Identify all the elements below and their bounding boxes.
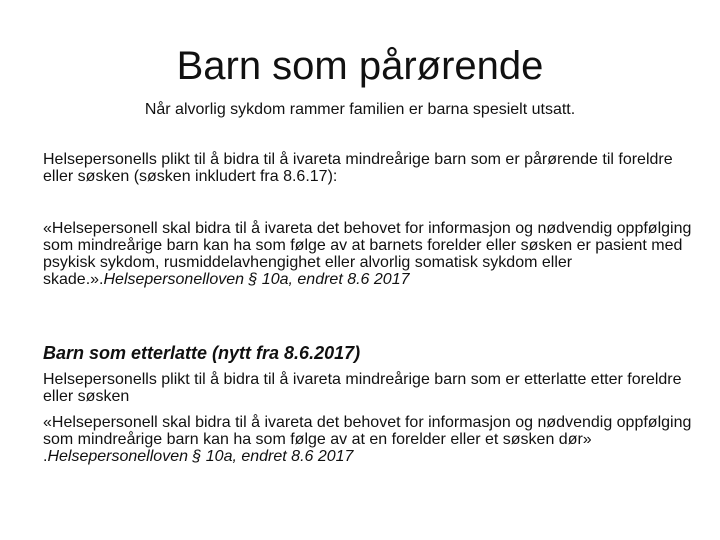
paragraph-duty-relatives: Helsepersonells plikt til å bidra til å ivareta mindreårige barn som er pårørende til foreldre eller søsken (søsken inkludert fra 8.6.17): bbox=[43, 151, 673, 185]
quote-text: «Helsepersonell skal bidra til å ivareta det behovet for informasjon og nødvendig oppfølging som mindreårige barn kan ha som følge av at en forelder eller et søsken dør» . bbox=[43, 414, 692, 465]
quote-law-relatives bbox=[43, 220, 703, 288]
quote-law-bereaved bbox=[43, 414, 703, 465]
slide-subtitle: Når alvorlig sykdom rammer familien er barna spesielt utsatt. bbox=[144, 101, 576, 118]
section-heading-bereaved: Barn som etterlatte (nytt fra 8.6.2017) bbox=[43, 343, 361, 363]
quote-source: Helsepersonelloven § 10a, endret 8.6 2017 bbox=[47, 448, 354, 465]
quote-source: Helsepersonelloven § 10a, endret 8.6 2017 bbox=[103, 271, 410, 288]
slide-title: Barn som pårørende bbox=[176, 44, 544, 88]
quote-text: «Helsepersonell skal bidra til å ivareta det behovet for informasjon og nødvendig oppfølging som mindreårige barn kan ha som følge av at barnets forelder eller søsken er pasient med psykisk sykdom, rusmiddelavhengighet eller alvorlig somatisk sykdom eller skade.». bbox=[43, 220, 692, 288]
paragraph-duty-bereaved: Helsepersonells plikt til å bidra til å ivareta mindreårige barn som er etterlatte etter foreldre eller søsken bbox=[43, 371, 682, 405]
